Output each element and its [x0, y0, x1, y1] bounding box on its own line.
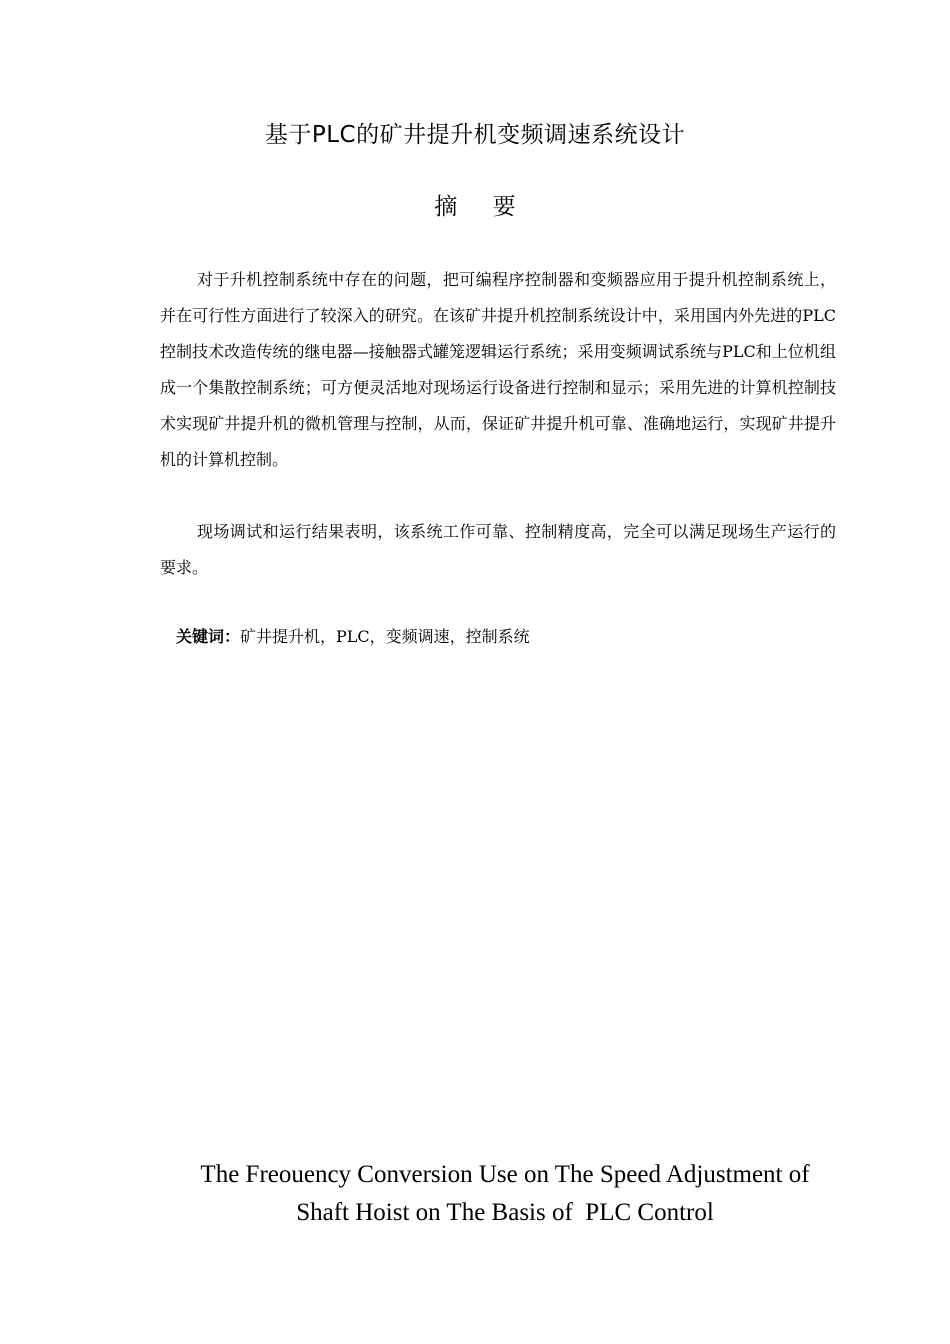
english-title-line-2: Shaft Hoist on The Basis of PLC Control — [296, 1199, 714, 1226]
document-title: 基于PLC的矿井提升机变频调速系统设计 — [264, 122, 686, 148]
abstract-paragraph-1: 对于升机控制系统中存在的问题，把可编程序控制器和变频器应用于提升机控制系统上，并在可行性方面进行了较深入的研究。在该矿井提升机控制系统设计中，采用国内外先进的PLC控制技术改造传统的继电器—接触器式罐笼逻辑运行系统；采用变频调试系统与PLC和上位机组成一个集散控制系统；可方便灵活地对现场运行设备进行控制和显示；采用先进的计算机控制技术实现矿井提升机的微机管理与控制，从而，保证矿井提升机可靠、准确地运行，实现矿井提升机的计算机控制。 — [160, 270, 836, 469]
keywords-label: 关键词： — [176, 627, 241, 646]
abstract-paragraph-2: 现场调试和运行结果表明，该系统工作可靠、控制精度高，完全可以满足现场生产运行的要求。 — [160, 522, 836, 577]
keywords-line — [176, 620, 530, 654]
english-title — [100, 1156, 910, 1232]
abstract-heading: 摘 要 — [434, 194, 530, 220]
english-title-line-1: The Freouency Conversion Use on The Speed Adjustment of — [200, 1161, 810, 1188]
keywords-value: 矿井提升机，PLC，变频调速，控制系统 — [240, 627, 530, 646]
